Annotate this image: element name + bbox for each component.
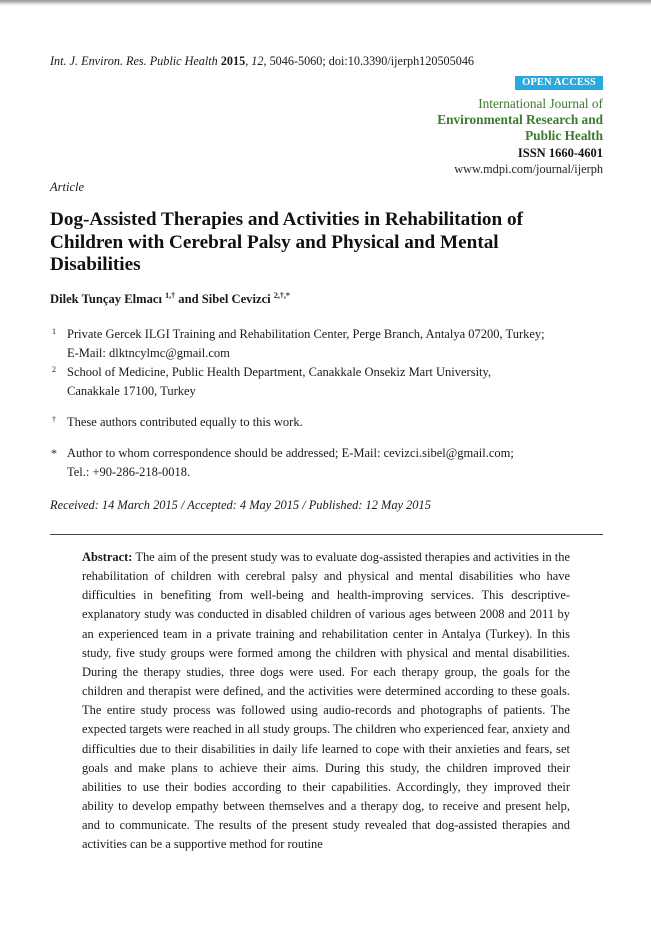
journal-info: [437, 96, 603, 177]
note-item: [50, 444, 610, 482]
paper-title: Dog-Assisted Therapies and Activities in Rehabilitation of Children with Cerebral Palsy and Physical and Mental Disabilities: [50, 209, 523, 275]
journal-name-line2: Environmental Research and: [437, 112, 603, 128]
section-divider: [50, 534, 603, 535]
citation-comma: ,: [245, 54, 252, 68]
journal-url[interactable]: www.mdpi.com/journal/ijerph: [454, 161, 603, 176]
author-list: [50, 291, 290, 307]
author-connector: and: [178, 292, 199, 306]
affiliation-email[interactable]: E-Mail: dlktncylmc@gmail.com: [67, 346, 230, 360]
affiliation-line: Private Gercek ILGI Training and Rehabilitation Center, Perge Branch, Antalya 07200, Turkey;: [67, 327, 545, 341]
affiliation-item: [50, 325, 610, 363]
abstract-label: Abstract:: [82, 550, 133, 564]
affiliation-line: School of Medicine, Public Health Department, Canakkale Onsekiz Mart University,: [67, 365, 492, 379]
author-name: Sibel Cevizci: [201, 292, 271, 306]
affiliation-item: [50, 363, 610, 401]
abstract: [82, 548, 570, 855]
citation-volume: 12: [251, 54, 264, 68]
affiliations: [50, 325, 610, 482]
note-item: [50, 413, 610, 432]
note-line: Author to whom correspondence should be addressed; E-Mail: cevizci.sibel@gmail.com;: [67, 446, 514, 460]
open-access-badge: OPEN ACCESS: [515, 76, 603, 90]
note-mark: †: [52, 415, 56, 424]
citation-year: 2015: [220, 54, 246, 68]
author-name: Dilek Tunçay Elmacı: [50, 292, 162, 306]
journal-abbrev: Int. J. Environ. Res. Public Health: [50, 54, 218, 68]
note-mark: *: [51, 446, 57, 460]
citation-header: [50, 54, 474, 69]
viewer-top-shadow: [0, 0, 651, 6]
journal-issn: ISSN 1660-4601: [517, 145, 603, 160]
author-marks: 2,†,*: [273, 291, 290, 300]
journal-name-line1: International Journal of: [478, 96, 603, 111]
affiliation-mark: 2: [52, 365, 56, 374]
note-line: Tel.: +90-286-218-0018.: [67, 465, 191, 479]
abstract-text: The aim of the present study was to evaluate dog-assisted therapies and activities in the rehabilitation of children with cerebral palsy and physical and mental disabilities who have difficulties in benefiting from well-being and health-improving services. This descriptive-explanatory study was conducted in disabled children of various ages between 2008 and 2011 by an experienced team in a private training and rehabilitation center in Antalya (Turkey). In this study, five study groups were formed among the children with physical and mental disabilities. During the therapy studies, three dogs were used. For each therapy group, the goals for the children and therapist were defined, and the activities were determined according to these goals. The entire study process was followed using audio-records and photographs of patients. The expected targets were reached in all study groups. The children who experienced fear, anxiety and difficulties due to their disabilities in daily life learned to cope with their anxieties and fears, set goals and make plans to achieve their aims. During this study, the children improved their abilities to use their bodies according to their capabilities. Accordingly, they improved their ability to develop empathy between themselves and a therapy dog, to receive and present help, and to communicate. The results of the present study revealed that dog-assisted therapies and activities can be a supportive method for routine: [82, 550, 570, 852]
article-type: Article: [50, 180, 85, 194]
note-line: These authors contributed equally to this work.: [67, 415, 303, 429]
citation-pages-doi: , 5046-5060; doi:10.3390/ijerph120505046: [263, 54, 475, 68]
publication-dates: Received: 14 March 2015 / Accepted: 4 May 2015 / Published: 12 May 2015: [50, 498, 431, 512]
affiliation-mark: 1: [52, 327, 56, 336]
author-marks: 1,†: [165, 291, 176, 300]
journal-name-line3: Public Health: [525, 128, 603, 144]
affiliation-line: Canakkale 17100, Turkey: [67, 384, 196, 398]
